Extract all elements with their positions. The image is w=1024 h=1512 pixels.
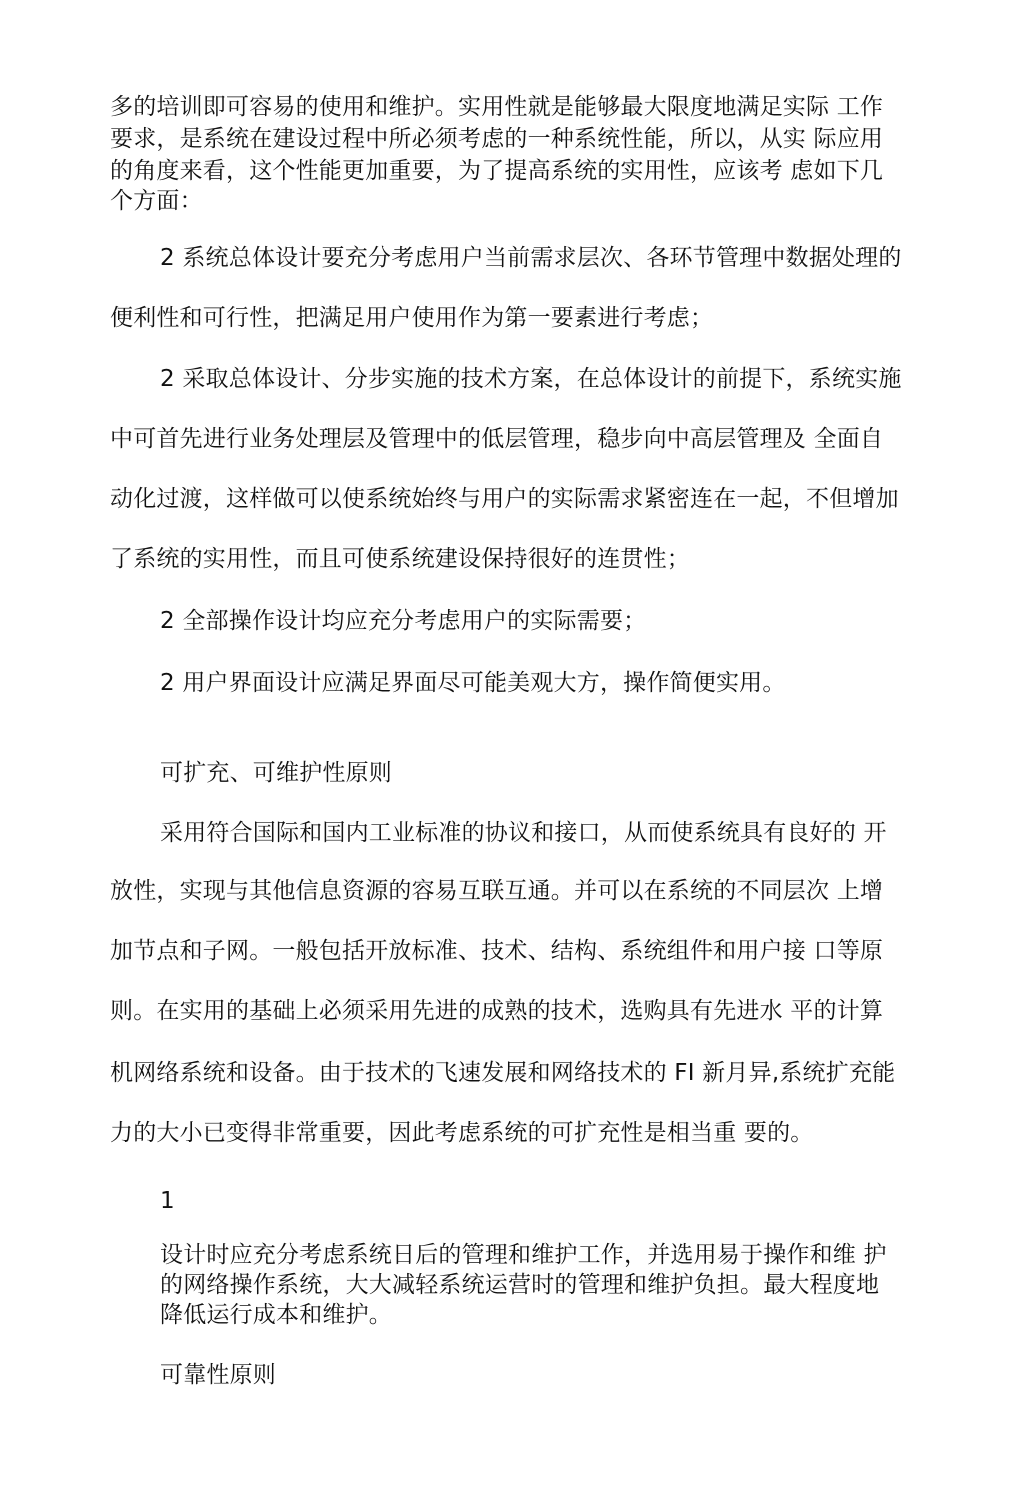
page-number-one: 1 <box>160 1188 175 1214</box>
item-2-line-3: 动化过渡，这样做可以使系统始终与用户的实际需求紧密连在一起，不但增加 <box>110 486 899 512</box>
section-heading-extensibility: 可扩充、可维护性原则 <box>160 760 392 786</box>
item-2-line-2: 中可首先进行业务处理层及管理中的低层管理，稳步向中高层管理及 全面自 <box>110 426 884 452</box>
item-4-line-1: 2 用户界面设计应满足界面尽可能美观大方，操作简便实用。 <box>160 670 786 696</box>
intro-line-1: 多的培训即可容易的使用和维护。实用性就是能够最大限度地满足实际 工作 <box>110 94 884 120</box>
section-heading-reliability: 可靠性原则 <box>160 1362 276 1388</box>
maintenance-line-3: 降低运行成本和维护。 <box>160 1302 392 1328</box>
item-2-line-1: 2 采取总体设计、分步实施的技术方案，在总体设计的前提下，系统实施 <box>160 366 902 392</box>
extensibility-line-1: 采用符合国际和国内工业标准的协议和接口，从而使系统具有良好的 开 <box>160 820 887 846</box>
item-3-line-1: 2 全部操作设计均应充分考虑用户的实际需要； <box>160 608 647 634</box>
maintenance-line-2: 的网络操作系统，大大减轻系统运营时的管理和维护负担。最大程度地 <box>160 1272 880 1298</box>
extensibility-line-2: 放性，实现与其他信息资源的容易互联互通。并可以在系统的不同层次 上增 <box>110 878 884 904</box>
extensibility-line-3: 加节点和子网。一般包括开放标准、技术、结构、系统组件和用户接 口等原 <box>110 938 884 964</box>
intro-line-3: 的角度来看，这个性能更加重要，为了提高系统的实用性，应该考 虑如下几 <box>110 158 884 184</box>
item-2-line-4: 了系统的实用性，而且可使系统建设保持很好的连贯性； <box>110 546 690 572</box>
extensibility-line-4: 则。在实用的基础上必须采用先进的成熟的技术，选购具有先进水 平的计算 <box>110 998 884 1024</box>
item-1-line-1: 2 系统总体设计要充分考虑用户当前需求层次、各环节管理中数据处理的 <box>160 245 902 271</box>
maintenance-line-1: 设计时应充分考虑系统日后的管理和维护工作，并选用易于操作和维 护 <box>160 1242 887 1268</box>
extensibility-line-5: 机网络系统和设备。由于技术的飞速发展和网络技术的 FI 新月异,系统扩充能 <box>110 1060 896 1086</box>
item-1-line-2: 便利性和可行性，把满足用户使用作为第一要素进行考虑； <box>110 305 714 331</box>
intro-line-4: 个方面： <box>110 188 203 214</box>
intro-line-2: 要求，是系统在建设过程中所必须考虑的一种系统性能，所以，从实 际应用 <box>110 126 884 152</box>
extensibility-line-6: 力的大小已变得非常重要，因此考虑系统的可扩充性是相当重 要的。 <box>110 1120 814 1146</box>
